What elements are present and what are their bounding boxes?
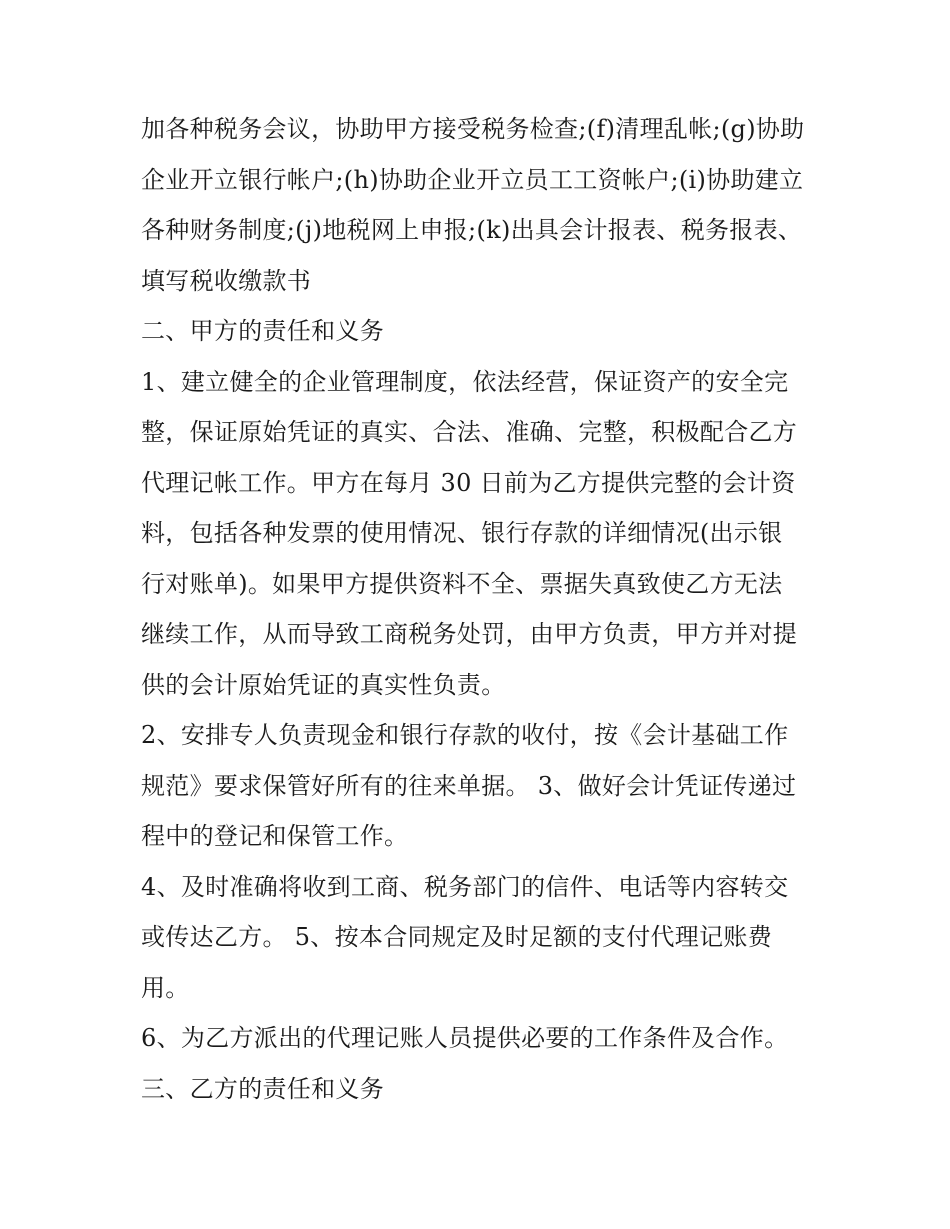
section-heading: 三、乙方的责任和义务 [141, 1074, 384, 1103]
text-line: 继续工作，从而导致工商税务处罚，由甲方负责，甲方并对提 [141, 620, 798, 648]
text-line: 4、及时准确将收到工商、税务部门的信件、电话等内容转交 [141, 872, 789, 901]
text-line: 各种财务制度;(j)地税网上申报;(k)出具会计报表、税务报表、 [141, 216, 803, 244]
section-heading: 二、甲方的责任和义务 [141, 317, 384, 345]
text-line: 代理记帐工作。甲方在每月 30 日前为乙方提供完整的会计资 [141, 468, 796, 497]
text-line: 用。 [141, 973, 190, 1002]
text-line: 整，保证原始凭证的真实、合法、准确、完整，积极配合乙方 [141, 418, 798, 446]
text-line: 料，包括各种发票的使用情况、银行存款的详细情况(出示银 [141, 519, 783, 547]
text-line: 规范》要求保管好所有的往来单据。 3、做好会计凭证传递过 [141, 771, 797, 800]
document-body [141, 104, 821, 1114]
text-line: 加各种税务会议，协助甲方接受税务检查;(f)清理乱帐;(g)协助 [141, 115, 805, 143]
text-line: 6、为乙方派出的代理记账人员提供必要的工作条件及合作。 [141, 1024, 789, 1052]
text-line: 填写税收缴款书 [141, 266, 312, 295]
text-line: 或传达乙方。 5、按本合同规定及时足额的支付代理记账费 [141, 923, 772, 951]
text-line: 程中的登记和保管工作。 [141, 822, 409, 850]
text-line: 2、安排专人负责现金和银行存款的收付，按《会计基础工作 [141, 721, 789, 749]
text-line: 1、建立健全的企业管理制度，依法经营，保证资产的安全完 [141, 367, 789, 396]
text-line: 企业开立银行帐户;(h)协助企业开立员工工资帐户;(i)协助建立 [141, 165, 804, 194]
text-line: 行对账单)。如果甲方提供资料不全、票据失真致使乙方无法 [141, 569, 783, 598]
text-line: 供的会计原始凭证的真实性负责。 [141, 670, 506, 699]
